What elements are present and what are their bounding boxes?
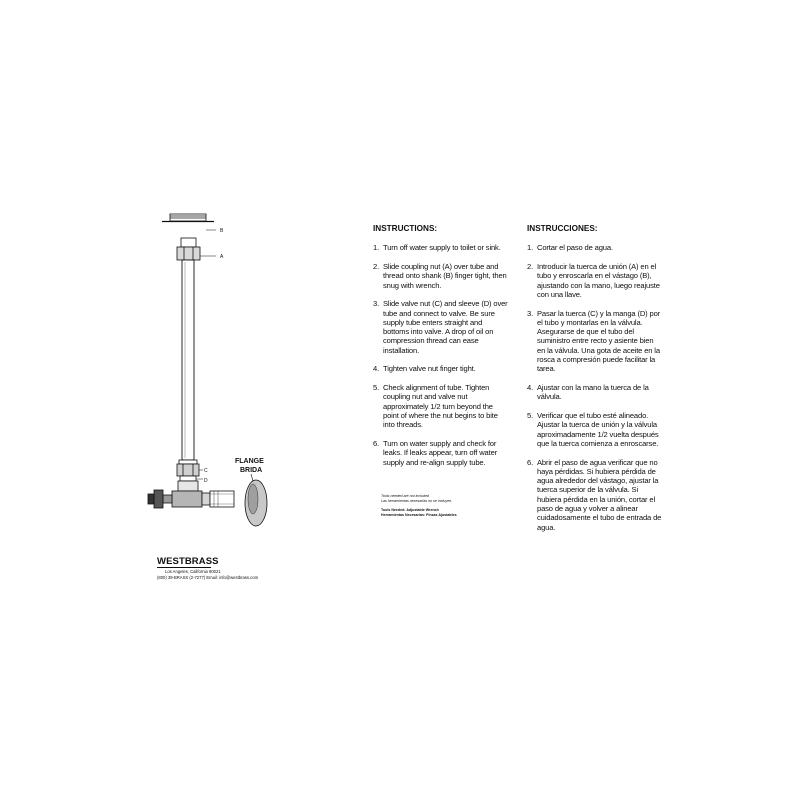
step-text: Ajustar con la mano la tuerca de la válvula. — [537, 383, 649, 402]
brand-contact: (800) 39-BRASS (2-7277) Email: info@westbrass.com — [157, 574, 259, 580]
step-number: 2. — [373, 261, 380, 271]
callout-d: D — [204, 478, 208, 484]
step-number: 4. — [527, 383, 534, 393]
supply-tube-diagram — [140, 200, 290, 540]
callout-a: A — [220, 254, 224, 260]
step-number: 5. — [527, 411, 534, 421]
instruction-step — [373, 439, 508, 467]
step-text: Tighten valve nut finger tight. — [383, 364, 476, 374]
instructions-english — [373, 224, 508, 476]
tools-needed-es: Herramientas Necesarias: Pinzas Ajustables — [381, 512, 457, 517]
step-text: Abrir el paso de agua verificar que no haya pérdidas. Si hubiera pérdida de agua alrededor del vástago, ajustar la tuerca superior de la válvula. Si hubiera pérdida en la unión, cortar el paso de agua y volver a alinear cuidadosamente el tubo de entrada de agua. — [537, 457, 662, 532]
instructions-title: INSTRUCTIONS: — [373, 224, 438, 233]
instructions-spanish — [527, 224, 663, 541]
step-text: Pasar la tuerca (C) y la manga (D) por el tubo y montarlas en la válvula. Asegurarse de que el tubo del suministro entre recto y asiente bien en la válvula. Una gota de aceite en la rosca a compresión puede facilitar la tarea. — [537, 308, 661, 374]
step-number: 4. — [373, 364, 380, 374]
instruction-step — [373, 299, 508, 355]
brand-block — [157, 557, 258, 580]
step-number: 1. — [373, 243, 380, 253]
step-number: 2. — [527, 261, 534, 271]
flange-label: FLANGE — [235, 458, 264, 465]
supply-tube-drawing — [182, 260, 194, 460]
instruction-step — [527, 309, 663, 374]
coupling-nut-a-drawing — [177, 238, 216, 260]
instruction-step — [527, 262, 663, 299]
tools-needed-en: Tools Needed: Adjustable Wrench — [381, 508, 439, 513]
instruction-step — [373, 262, 508, 290]
shank-b-drawing — [162, 214, 216, 230]
instruction-step — [373, 243, 508, 252]
tools-note-en: Tools needed are not included — [381, 494, 430, 498]
step-number: 5. — [373, 383, 380, 393]
tools-note — [381, 494, 501, 517]
angle-stop-valve-drawing — [148, 481, 234, 508]
instruction-step — [527, 458, 663, 532]
step-text: Turn on water supply and check for leaks. If leaks appear, turn off water supply and re-align supply tube. — [383, 439, 498, 467]
flange-label-es: BRIDA — [240, 467, 263, 474]
step-number: 3. — [527, 308, 534, 318]
step-text: Slide coupling nut (A) over tube and thread onto shank (B) finger tight, then snug with wrench. — [383, 261, 507, 290]
step-text: Cortar el paso de agua. — [537, 243, 613, 253]
step-text: Check alignment of tube. Tighten coupling nut and valve nut approximately 1/2 turn beyond the point of where the nut begins to bite into threads. — [383, 383, 498, 430]
step-text: Verificar que el tubo esté alineado. Ajustar la tuerca de unión y la válvula aproximadamente 1/2 vuelta después que la tuerca comienza a enroscarse. — [537, 411, 659, 448]
step-number: 6. — [373, 439, 380, 448]
instrucciones-title: INSTRUCCIONES: — [527, 224, 598, 233]
instruction-step — [527, 411, 663, 448]
brand-address: Los Angeles, California 90021 — [165, 569, 221, 574]
instruction-step — [527, 383, 663, 402]
step-text: Introducir la tuerca de unión (A) en el tubo y enroscarla en el vástago (B), ajustando con la mano, luego reajuste con una llave. — [537, 261, 660, 299]
step-number: 6. — [527, 457, 534, 467]
valve-nut-c-drawing — [177, 460, 203, 481]
flange-drawing — [245, 474, 267, 526]
brand-logo: WESTBRASS — [157, 556, 219, 567]
step-text: Turn off water supply to toilet or sink. — [383, 243, 501, 253]
instruction-step — [373, 383, 508, 429]
callout-c: C — [204, 468, 208, 474]
tools-note-es: Las herramientas necesarias no se incluyen. — [381, 498, 453, 503]
instruction-step — [373, 364, 508, 373]
callout-b: B — [220, 228, 224, 234]
step-text: Slide valve nut (C) and sleeve (D) over tube and connect to valve. Be sure supply tube enters straight and bottoms into valve. A drop of oil on compression thread can ease installation. — [383, 299, 508, 355]
step-number: 3. — [373, 299, 380, 309]
instruction-step — [527, 243, 663, 252]
step-number: 1. — [527, 243, 534, 253]
